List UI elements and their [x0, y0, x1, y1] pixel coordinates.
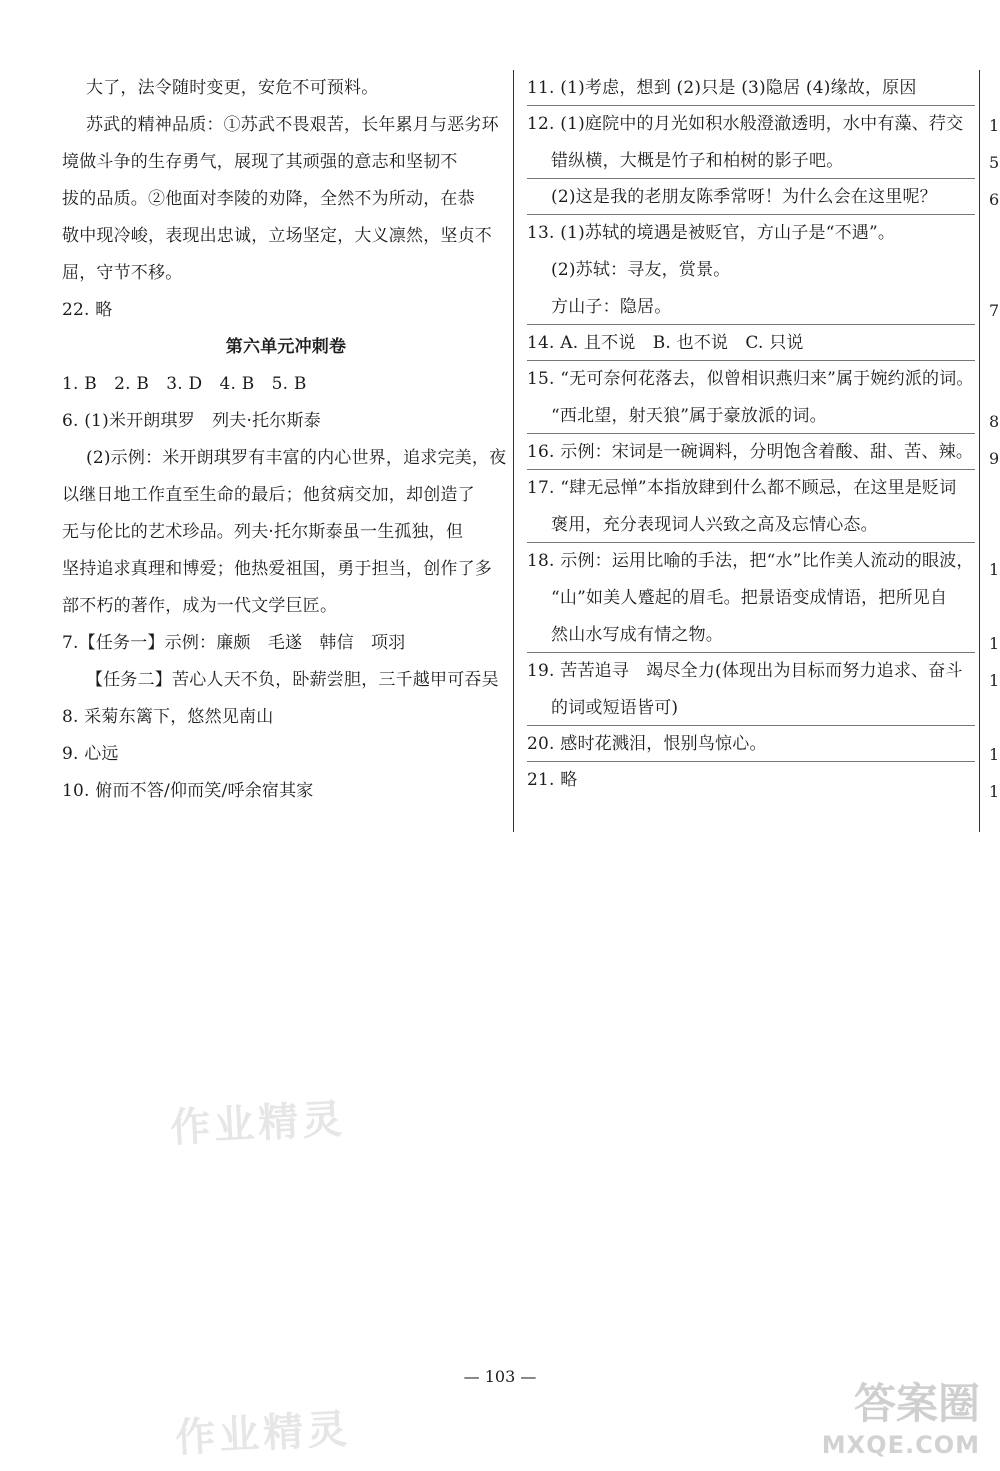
answer-line: 17. “肆无忌惮”本指放肆到什么都不顾忌，在这里是贬词: [527, 478, 957, 498]
answer-line: 境做斗争的生存勇气，展现了其顽强的意志和坚韧不: [62, 152, 458, 172]
watermark-text: 作业精灵: [174, 1406, 353, 1462]
score-mark: [989, 514, 1000, 551]
answer-line: 12. (1)庭院中的月光如积水般澄澈透明，水中有藻、荇交: [527, 114, 964, 134]
score-mark: [989, 70, 1000, 107]
answer-line: 6. (1)米开朗琪罗 列夫·托尔斯泰: [62, 411, 321, 431]
page-number: — 103 —: [463, 1367, 537, 1386]
right-edge-divider: [979, 70, 980, 832]
answer-line: (2)这是我的老朋友陈季常呀！为什么会在这里呢？: [551, 187, 937, 207]
right-column: [527, 70, 975, 799]
answer-line: 然山水写成有情之物。: [551, 625, 723, 645]
score-mark: 5: [989, 153, 1000, 172]
score-mark: [989, 218, 1000, 255]
answer-line: 21. 略: [527, 770, 578, 790]
score-mark: 6: [989, 190, 1000, 209]
answer-line: 14. A. 且不说 B. 也不说 C. 只说: [527, 333, 804, 353]
answer-line: 屈，守节不移。: [62, 263, 183, 283]
section-title: 第六单元冲刺卷: [225, 337, 347, 357]
answer-line: 苏武的精神品质：①苏武不畏艰苦，长年累月与恶劣环: [86, 115, 499, 135]
score-mark: 1: [989, 560, 1000, 579]
score-mark: [989, 477, 1000, 514]
score-mark: [989, 255, 1000, 292]
answer-line: 方山子：隐居。: [551, 297, 672, 317]
cropped-score-column: [989, 70, 1000, 810]
left-column: [62, 70, 510, 810]
score-mark: 1: [989, 745, 1000, 764]
answer-line: 16. 示例：宋词是一碗调料，分明饱含着酸、甜、苦、辣。: [527, 442, 974, 462]
answer-line: 15. “无可奈何花落去，似曾相识燕归来”属于婉约派的词。: [527, 369, 974, 389]
answer-line: 1. B 2. B 3. D 4. B 5. B: [62, 374, 307, 394]
answer-line: 13. (1)苏轼的境遇是被贬官，方山子是“不遇”。: [527, 223, 896, 243]
score-mark: [989, 699, 1000, 736]
answer-line: 20. 感时花溅泪，恨别鸟惊心。: [527, 734, 767, 754]
column-divider: [513, 70, 514, 832]
answer-line: 11. (1)考虑，想到 (2)只是 (3)隐居 (4)缘故，原因: [527, 78, 917, 98]
score-mark: 1: [989, 782, 1000, 801]
score-mark: 7: [989, 301, 1000, 320]
score-mark: [989, 329, 1000, 366]
answer-line: 拔的品质。②他面对李陵的劝降，全然不为所动，在恭: [62, 189, 475, 209]
answer-line: 8. 采菊东篱下，悠然见南山: [62, 707, 274, 727]
answer-line: (2)苏轼：寻友，赏景。: [551, 260, 731, 280]
answer-line: 【任务二】苦心人天不负，卧薪尝胆，三千越甲可吞吴: [86, 670, 499, 690]
answer-line: 7.【任务一】示例：廉颇 毛遂 韩信 项羽: [62, 633, 406, 653]
answer-line: 坚持追求真理和博爱；他热爱祖国，勇于担当，创作了多: [62, 559, 492, 579]
score-mark: 1: [989, 116, 1000, 135]
answer-line: 敬中现冷峻，表现出忠诚，立场坚定，大义凛然，坚贞不: [62, 226, 492, 246]
site-logo-watermark: [822, 1371, 980, 1459]
score-mark: [989, 588, 1000, 625]
answer-line: (2)示例：米开朗琪罗有丰富的内心世界，追求完美，夜: [86, 448, 507, 468]
answer-line: 9. 心远: [62, 744, 119, 764]
score-mark: 1: [989, 671, 1000, 690]
answer-line: 褒用，充分表现词人兴致之高及忘情心态。: [551, 515, 878, 535]
answer-line: 22. 略: [62, 300, 113, 320]
answer-line: 18. 示例：运用比喻的手法，把“水”比作美人流动的眼波，: [527, 551, 974, 571]
watermark-text: 作业精灵: [169, 1096, 348, 1152]
score-mark: 8: [989, 412, 1000, 431]
answer-line: “西北望，射天狼”属于豪放派的词。: [551, 406, 827, 426]
answer-line: 的词或短语皆可): [551, 698, 679, 718]
answer-line: 19. 苦苦追寻 竭尽全力(体现出为目标而努力追求、奋斗: [527, 661, 963, 681]
answer-line: 部不朽的著作，成为一代文学巨匠。: [62, 596, 338, 616]
answer-line: 错纵横，大概是竹子和柏树的影子吧。: [551, 151, 844, 171]
answer-line: “山”如美人蹙起的眉毛。把景语变成情语，把所见自: [551, 588, 948, 608]
logo-url: MXQE.COM: [821, 1431, 980, 1459]
answer-line: 10. 俯而不答/仰而笑/呼余宿其家: [62, 781, 314, 801]
logo-text: 答案圈: [853, 1379, 980, 1428]
answer-line: 大了，法令随时变更，安危不可预料。: [86, 78, 379, 98]
score-mark: 1: [989, 634, 1000, 653]
answer-line: 以继日地工作直至生命的最后；他贫病交加，却创造了: [62, 485, 475, 505]
answer-line: 无与伦比的艺术珍品。列夫·托尔斯泰虽一生孤独，但: [62, 522, 464, 542]
score-mark: [989, 366, 1000, 403]
score-mark: 9: [989, 449, 1000, 468]
